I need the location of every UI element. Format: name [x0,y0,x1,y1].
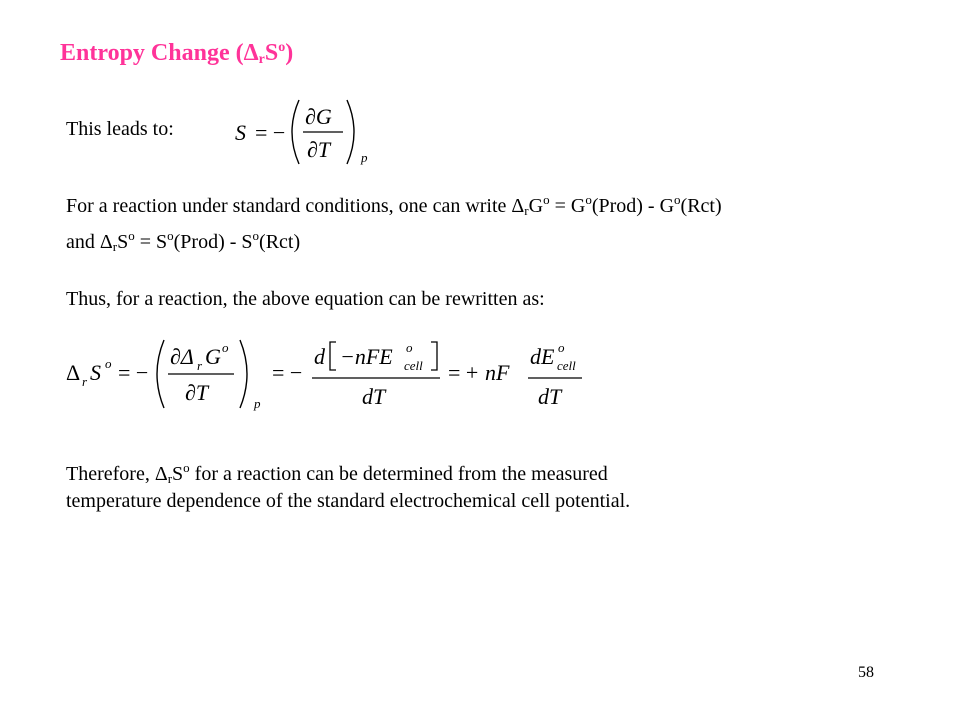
eq2-de-sup-o: o [558,340,565,355]
line2-sub-r: r [524,203,529,218]
eq2-num-partial: ∂Δ [170,344,194,369]
line3-text-2: = S [134,231,168,253]
title-sub: r [258,52,265,67]
line3-sup-o1: o [128,228,135,243]
eq1-left-paren [292,100,299,164]
line2-text-2: = G [549,195,586,217]
line2-sup-o1: o [543,192,550,207]
eq1-numerator: ∂G [305,104,332,129]
line5-delta: Δ [154,463,168,485]
line-temperature-dependence: temperature dependence of the standard electrochemical cell potential. [66,490,631,512]
page-number: 58 [858,664,874,681]
line2-text-1: For a reaction under standard conditions, one can write [66,195,512,217]
line3-sub-r: r [112,239,118,254]
eq2-de-sub-cell: cell [557,358,576,373]
eq2-den-dt-2: dT [362,384,386,409]
eq2-num-sup-o: o [222,340,229,355]
line3-delta: Δ [99,231,113,253]
title-s: S [264,40,279,66]
eq2-num-g: G [205,344,221,369]
line3-sup-o2: o [167,228,174,243]
line3-text-4: (Rct) [259,231,301,253]
eq1-s: S [235,120,246,145]
eq2-sup-o: o [105,356,112,371]
title-sup: o [278,40,286,55]
eq2-den-dt-3: dT [538,384,562,409]
eq2-nfe: −nFE [340,344,393,369]
eq2-sub-r: r [82,374,88,389]
eq2-den-dt: ∂T [185,380,209,405]
line-reaction-entropy [66,228,300,255]
line5-sup-o: o [183,460,190,475]
eq2-right-bracket [431,342,437,370]
title-close: ) [285,40,294,66]
line2-delta: Δ [511,195,525,217]
eq2-d: d [314,344,325,369]
eq1-equals-minus: = − [255,120,286,145]
line5-sub-r: r [167,471,173,486]
eq2-num-sub-r: r [197,358,203,373]
line3-text-3: (Prod) - S [173,231,253,253]
line-therefore [66,460,608,487]
eq2-equals-minus: = − [118,360,149,385]
eq2-delta: Δ [66,360,81,385]
line3-sup-o3: o [252,228,260,243]
slide-title [60,40,293,68]
line5-s: S [172,463,184,485]
line2-text-4: (Rct) [680,195,722,217]
line2-sup-o3: o [674,192,681,207]
eq1-denominator: ∂T [307,137,331,162]
title-delta: Δ [243,40,259,66]
eq2-subscript-p: p [254,396,261,411]
equation-entropy-cell-potential [60,334,590,414]
line5-text-2: for a reaction can be determined from the measured [189,463,608,485]
line-rewritten-as: Thus, for a reaction, the above equation can be rewritten as: [66,288,545,310]
eq2-equals-plus: = + [448,360,479,385]
eq1-subscript-p: p [361,150,368,165]
eq2-s: S [90,360,101,385]
line-this-leads-to: This leads to: [66,118,174,140]
line5-text-1: Therefore, [66,463,155,485]
line2-g: G [528,195,544,217]
eq1-right-paren [347,100,354,164]
eq2-left-bracket [330,342,336,370]
line2-text-3: (Prod) - G [591,195,675,217]
eq2-e-sub-cell: cell [404,358,423,373]
line-reaction-gibbs [66,192,722,219]
eq2-e-sup-o: o [406,340,413,355]
equation-entropy-definition [225,94,385,170]
title-main: Entropy Change ( [60,40,244,66]
eq2-left-paren [157,340,164,408]
eq2-nf: nF [485,360,510,385]
line3-s: S [117,231,129,253]
eq2-right-paren [240,340,247,408]
eq2-de: dE [530,344,555,369]
line2-sup-o2: o [585,192,592,207]
line3-text-1: and [66,231,100,253]
eq2-equals-minus-2: = − [272,360,303,385]
